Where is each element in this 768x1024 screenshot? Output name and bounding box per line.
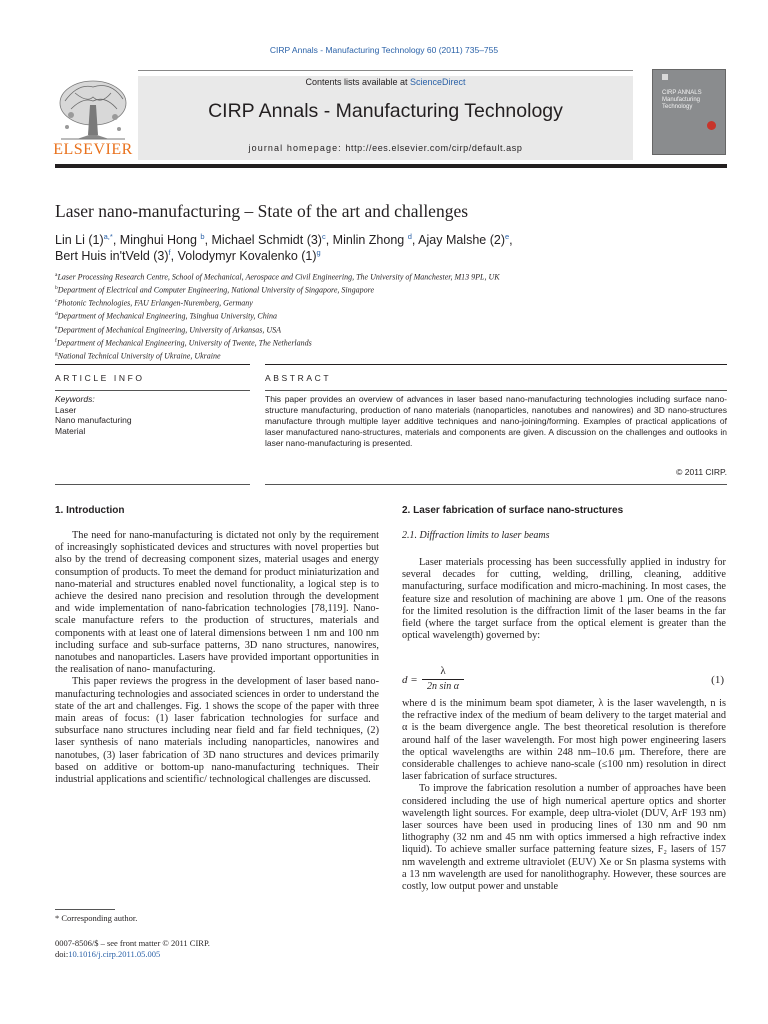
header-divider bbox=[138, 70, 633, 71]
article-info-rule bbox=[55, 364, 250, 365]
author-name[interactable]: Lin Li (1) bbox=[55, 233, 104, 248]
right-column-bottom bbox=[402, 698, 726, 893]
author-name[interactable]: Minlin Zhong bbox=[332, 233, 408, 248]
author-name[interactable]: Ajay Malshe (2) bbox=[418, 233, 505, 248]
journal-title: CIRP Annals - Manufacturing Technology bbox=[208, 100, 563, 122]
journal-reference-link[interactable]: CIRP Annals - Manufacturing Technology 60 (2011) 735–755 bbox=[269, 45, 499, 55]
keyword-item[interactable]: Nano manufacturing bbox=[55, 415, 132, 425]
cover-title-line2: Manufacturing bbox=[662, 97, 701, 103]
affiliation-item bbox=[55, 283, 500, 296]
header-thick-rule bbox=[55, 164, 727, 168]
equation-numerator: λ bbox=[440, 665, 446, 677]
author-separator: , bbox=[112, 233, 120, 248]
author-affiliation-marker[interactable]: g bbox=[316, 248, 321, 257]
affiliation-text: National Technical University of Ukraine, Ukraine bbox=[57, 351, 221, 361]
intro-paragraph-1: The need for nano-manufacturing is dictated not only by the requirement of increasingly sophisticated devices and structures with novel properties but also by the trend of decreasing component sizes, material usages and energy consumption of products. To meet the demand for product miniaturization and nano-material and structures enabled novel functionality, a logical step is to achieve the desired nano precision and resolution through the development and wide implementation of nano-fabrication technologies [78,119]. Nano-scale manufacture refers to the production of structures, materials and components with at least one of lateral dimensions between 1 nm and 100 nm including surface and sub-surface patterns, 3D nano structures, nanowires, nanotubes and nanoparticles. Lasers have provided important opportunities in the realisation of nano- manufacturing. bbox=[55, 530, 379, 676]
elsevier-wordmark: ELSEVIER bbox=[53, 141, 133, 158]
author-name[interactable]: Volodymyr Kovalenko (1) bbox=[177, 249, 317, 264]
affiliation-text: Department of Mechanical Engineering, University of Twente, The Netherlands bbox=[56, 338, 312, 348]
affiliations-list bbox=[55, 270, 500, 362]
diffraction-paragraph-1: Laser materials processing has been successfully applied in industry for several decades for cutting, welding, drilling, cleaning, additive manufacturing, surface modification and micro-machining. In most cases, the feature size and resolution of machining are above 1 μm. One of the reasons for the limited resolution is the diffraction limit of the laser beams in the far field (where the target surface from the optical element is greater than the optical wavelength) governed by: bbox=[402, 557, 726, 642]
cover-title-line3: Technology bbox=[662, 104, 693, 110]
corresponding-author-note: * Corresponding author. bbox=[55, 913, 138, 923]
affiliation-key: a bbox=[55, 272, 58, 278]
affiliation-text: Department of Mechanical Engineering, University of Arkansas, USA bbox=[57, 325, 282, 335]
diffraction-paragraph-3: To improve the fabrication resolution a number of approaches have been considered including the use of high numerical aperture optics and shorter wavelength light sources. For example, deep ultra-violet (DUV, ArF 193 nm) laser sources have been used in producing lines of 130 nm and 90 nm lithography (32 nm and 45 nm with optics immersed a high refractive index liquid). To achieve smaller surface patterning feature sizes, F₂ lasers of 157 nm wavelength and extreme ultraviolet (EUV) Xe or Sn plasma systems with a 13 nm wavelength are used for nanolithography. However, these sources are costly, low output power and unstable bbox=[402, 783, 726, 893]
keyword-item[interactable]: Laser bbox=[55, 404, 77, 415]
article-info-end-rule bbox=[55, 484, 250, 485]
affiliation-text: Department of Mechanical Engineering, Tsinghua University, China bbox=[57, 312, 277, 322]
equation-1 bbox=[402, 665, 726, 695]
section-heading-surface-nano-structures: 2. Laser fabrication of surface nano-structures bbox=[402, 505, 624, 516]
authors-line-2 bbox=[55, 248, 321, 263]
abstract-heading: ABSTRACT bbox=[265, 373, 332, 383]
affiliation-text: Photonic Technologies, FAU Erlangen-Nuremberg, Germany bbox=[57, 298, 253, 308]
affiliation-key: e bbox=[55, 324, 58, 331]
cover-title bbox=[662, 90, 702, 111]
cover-logo-icon bbox=[707, 121, 716, 130]
section-heading-introduction: 1. Introduction bbox=[55, 505, 125, 516]
cover-title-line1: CIRP ANNALS bbox=[662, 90, 702, 96]
affiliation-item bbox=[55, 349, 500, 362]
author-separator: , bbox=[204, 233, 212, 248]
abstract-copyright: © 2011 CIRP. bbox=[676, 467, 727, 477]
equation-number: (1) bbox=[711, 674, 724, 686]
paper-title: Laser nano-manufacturing – State of the art and challenges bbox=[55, 201, 469, 221]
cover-badge-icon bbox=[662, 74, 668, 80]
contents-prefix: Contents lists available at bbox=[305, 77, 411, 87]
affiliation-item bbox=[55, 323, 500, 336]
left-column bbox=[55, 530, 379, 786]
article-info-subrule bbox=[55, 390, 250, 391]
affiliation-item bbox=[55, 336, 500, 349]
author-separator: , bbox=[509, 233, 513, 248]
author-affiliation-marker[interactable]: e bbox=[505, 232, 510, 241]
affiliation-key: f bbox=[55, 337, 57, 344]
homepage-url-link[interactable]: http://ees.elsevier.com/cirp/default.asp bbox=[345, 143, 523, 153]
keyword-item[interactable]: Material bbox=[55, 425, 86, 436]
affiliation-item bbox=[55, 309, 500, 322]
affiliation-key: d bbox=[55, 311, 58, 318]
affiliation-key: c bbox=[55, 298, 58, 305]
footnote-rule bbox=[55, 909, 115, 910]
author-affiliation-marker[interactable]: b bbox=[200, 232, 205, 241]
keywords-label: Keywords: bbox=[55, 394, 95, 404]
author-name[interactable]: Minghui Hong bbox=[119, 233, 201, 248]
doi-line bbox=[55, 949, 160, 959]
author-name[interactable]: Michael Schmidt (3) bbox=[211, 233, 322, 248]
contents-availability bbox=[138, 77, 633, 87]
affiliation-text: Department of Electrical and Computer Engineering, National University of Singapore, Singapore bbox=[57, 285, 375, 295]
homepage-prefix: journal homepage: bbox=[248, 143, 346, 153]
author-affiliation-marker[interactable]: f bbox=[168, 248, 171, 257]
affiliation-text: Laser Processing Research Centre, School of Mechanical, Aerospace and Civil Engineering, The University of Manchester, M13 9PL, UK bbox=[57, 272, 500, 282]
diffraction-paragraph-2: where d is the minimum beam spot diameter, λ is the laser wavelength, n is the refractive index of the medium of beam delivery to the target material and α is the beam divergence angle. The best theoretical resolution is therefore around half of the laser wavelength. For most high power engineering lasers the optical wavelengths are within 248 nm–10.6 μm. Therefore, there are considerable challenges to achieve nano-scale (≤100 nm) resolution in direct laser fabrication of surface structures. bbox=[402, 698, 726, 783]
fraction-bar bbox=[422, 679, 464, 680]
affiliation-key: g bbox=[55, 350, 58, 357]
keywords-block bbox=[55, 394, 132, 436]
author-separator: , bbox=[325, 233, 333, 248]
journal-homepage bbox=[138, 143, 633, 153]
sciencedirect-link[interactable]: ScienceDirect bbox=[410, 77, 466, 87]
equation-lhs: d = bbox=[402, 674, 418, 686]
front-matter-note: 0007-8506/$ – see front matter © 2011 CIRP. bbox=[55, 938, 210, 948]
affiliation-key: b bbox=[55, 285, 58, 292]
right-column-top bbox=[402, 557, 726, 642]
author-affiliation-marker[interactable]: c bbox=[321, 232, 326, 241]
author-name[interactable]: Bert Huis in'tVeld (3) bbox=[55, 249, 169, 264]
abstract-text: This paper provides an overview of advances in laser based nano-manufacturing technologies including surface nano-structure manufacturing, production of nano materials (nanoparticles, nanotubes and nanowires) and 3D nano-structures manufacture through multiple layer additive techniques and nano-joining/forming. Examples of practical applications of laser manufactured nano-structures, materials and components are given. A discussion on the challenges and outlooks in laser nano-manufacturing is presented. bbox=[265, 394, 727, 448]
abstract-end-rule bbox=[265, 484, 727, 485]
author-affiliation-marker[interactable]: a,* bbox=[103, 232, 113, 241]
author-separator: , bbox=[411, 233, 419, 248]
doi-link[interactable]: 10.1016/j.cirp.2011.05.005 bbox=[68, 949, 161, 959]
author-affiliation-marker[interactable]: d bbox=[407, 232, 412, 241]
intro-paragraph-2: This paper reviews the progress in the development of laser based nano-manufacturing technologies and associated sciences in order to understand the state of the art and challenges. Fig. 1 shows the scope of the paper with three main areas of focus: (1) laser fabrication technologies for surface and subsurface nano structures including near field and far field techniques, (2) laser synthesis of nano materials including nanoparticles, nanowires and nanotubes, (3) laser fabrication of 3D nano structures and devices primarily based on additive or bottom-up nano-manufacturing techniques. Their industrial applications and scientific/ technological challenges are discussed. bbox=[55, 676, 379, 786]
abstract-subrule bbox=[265, 390, 727, 391]
journal-cover-thumbnail[interactable] bbox=[652, 69, 726, 155]
article-info-heading: ARTICLE INFO bbox=[55, 373, 145, 383]
authors-line-1 bbox=[55, 232, 513, 247]
equation-denominator: 2n sin α bbox=[427, 681, 459, 692]
author-separator: , bbox=[170, 249, 178, 264]
affiliation-item bbox=[55, 296, 500, 309]
equation-fraction bbox=[422, 665, 464, 693]
abstract-rule bbox=[265, 364, 727, 365]
subsection-heading-diffraction-limits: 2.1. Diffraction limits to laser beams bbox=[402, 530, 550, 541]
doi-prefix: doi: bbox=[55, 949, 69, 959]
affiliation-item bbox=[55, 270, 500, 283]
